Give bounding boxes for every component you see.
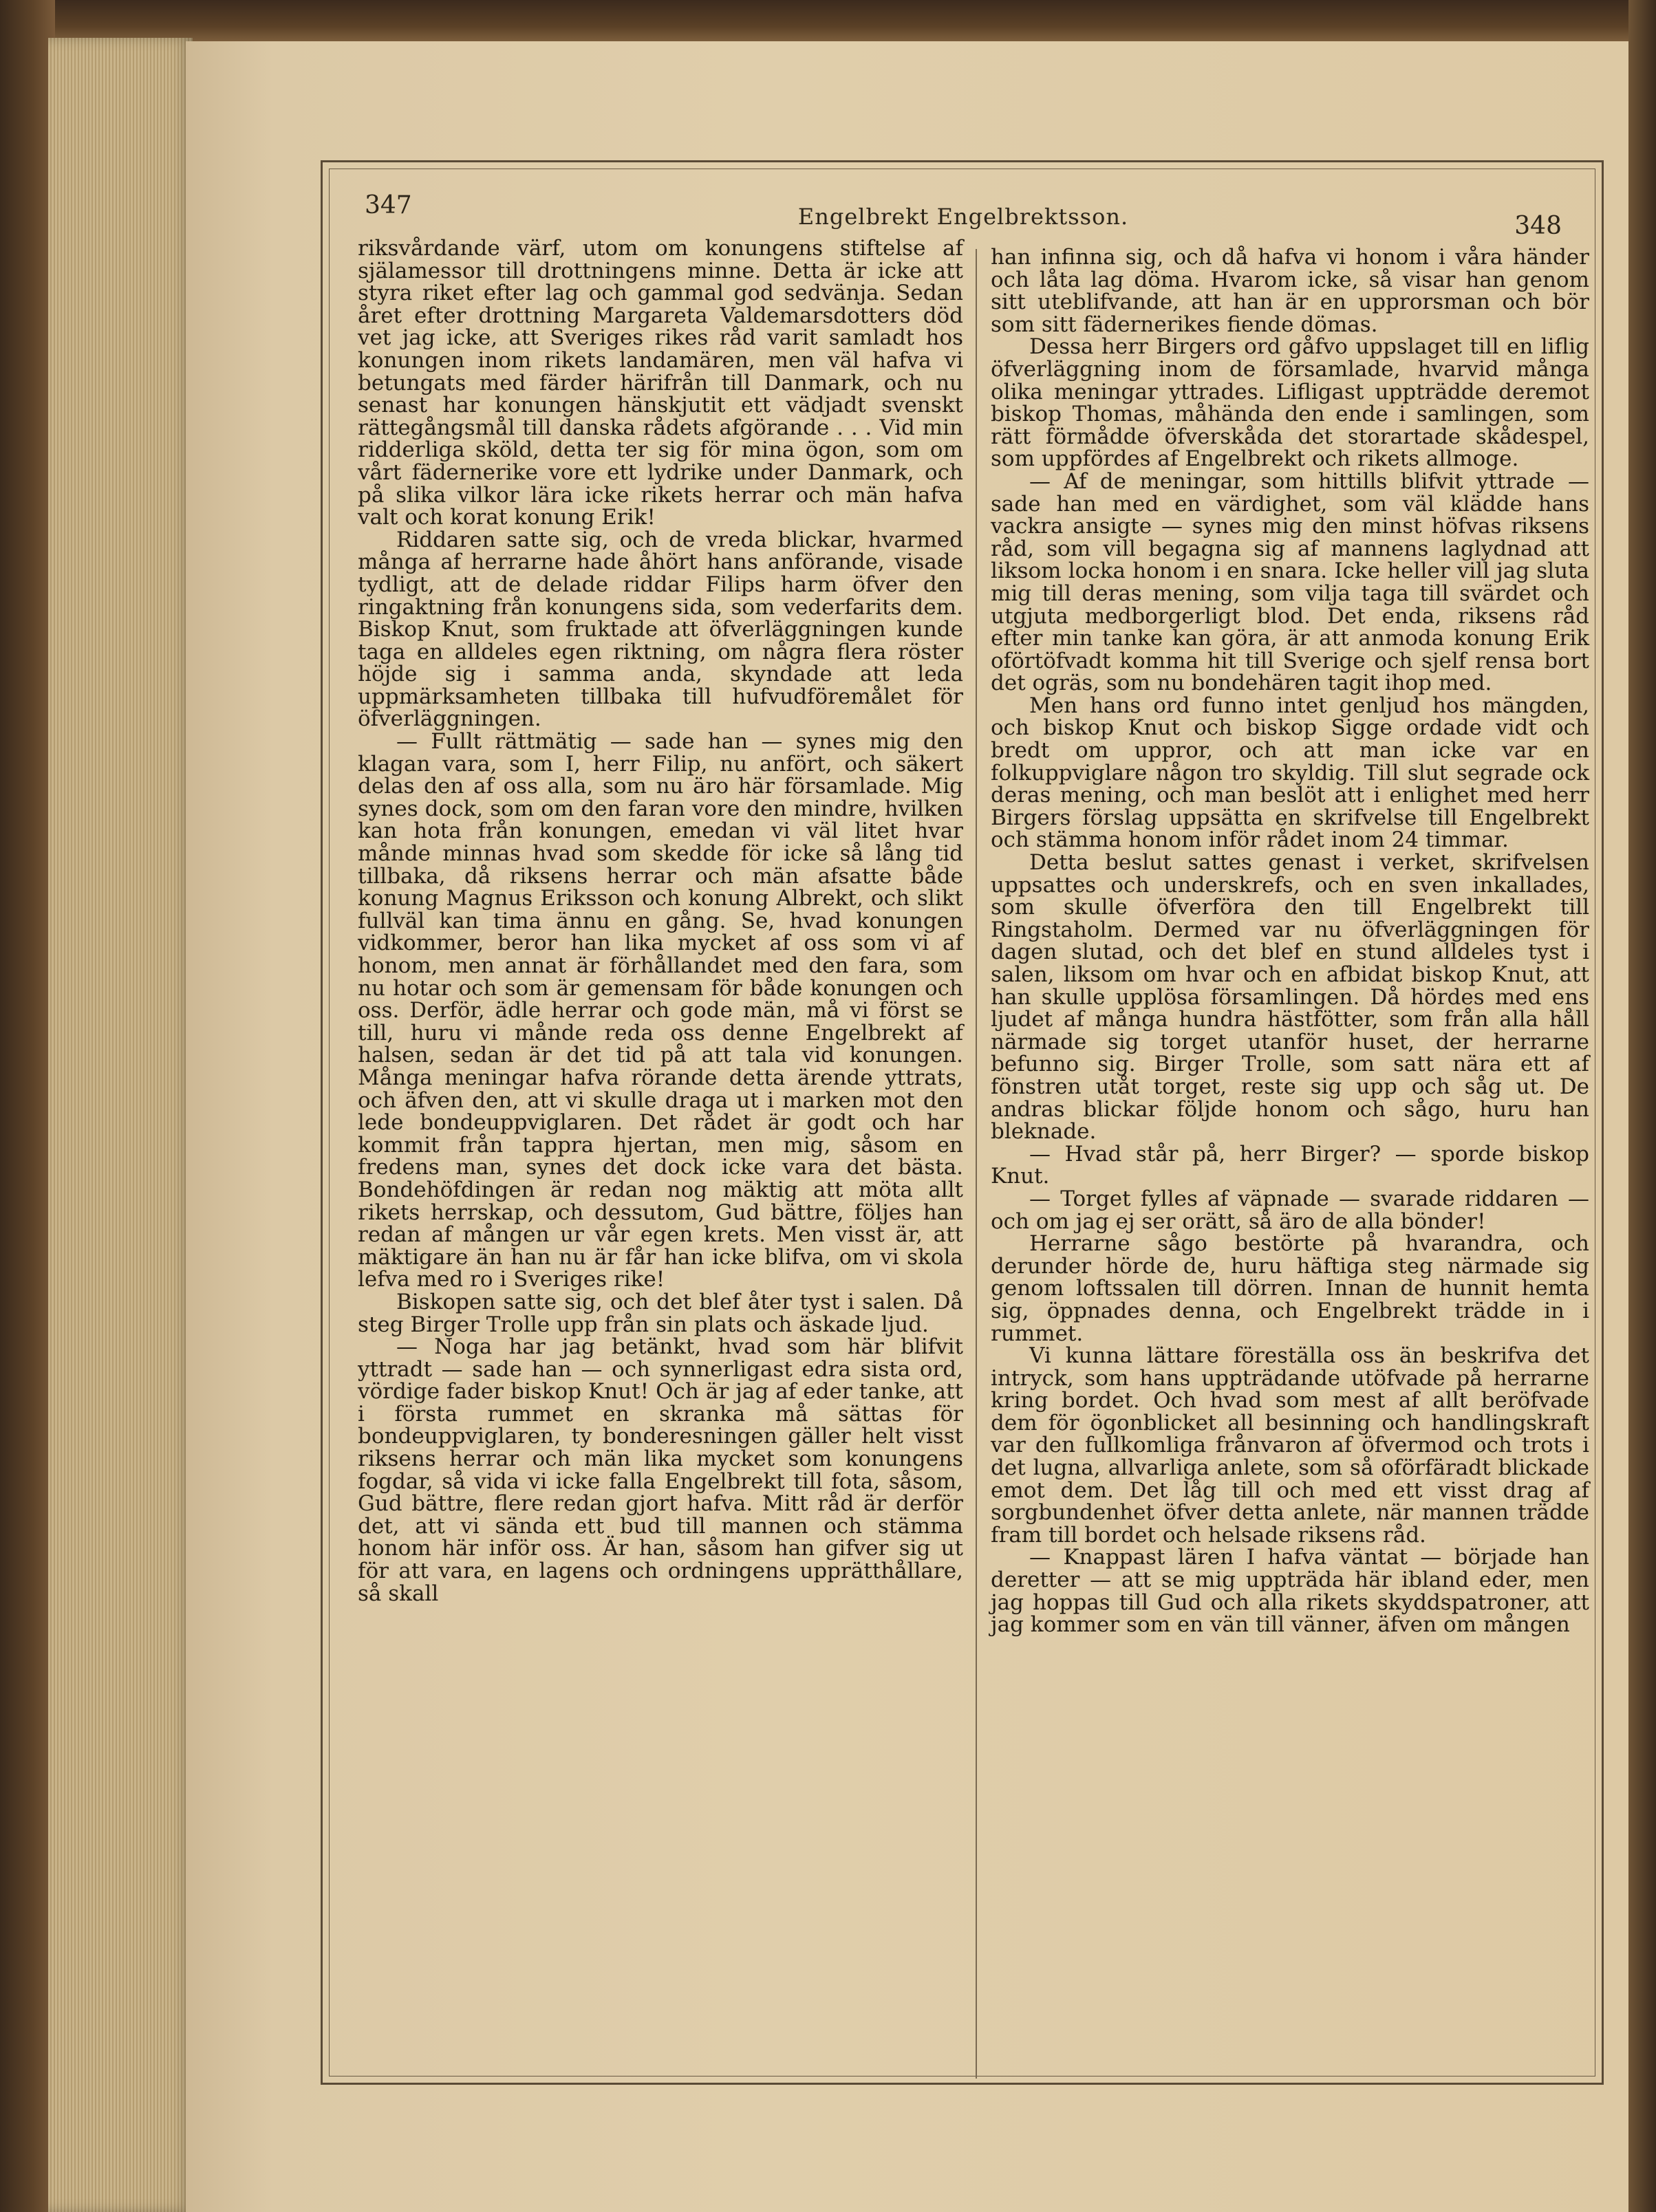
paragraph: Dessa herr Birgers ord gåfvo uppslaget till en liflig öfverläggning inom de församlade, hvarvid många olika meningar yttrades. Lifligast uppträdde deremot biskop Thomas, måhända den ende i samlingen, som rätt förmådde öfverskåda det storartade skådespel, som uppfördes af Engelbrekt och rikets allmoge. [991, 334, 1589, 472]
paragraph: Vi kunna lättare föreställa oss än beskrifva det intryck, som hans uppträdande utöfvade på herrarne kring bordet. Och hvad som mest af allt beröfvade dem för ögonblicket all besinning och handlingskraft var den fullkomliga frånvaron af öfvermod och trots i det lugna, allvarliga anlete, som så oförfäradt blickade emot dem. Det låg till och med ett visst drag af sorgbundenhet öfver detta anlete, när mannen trädde fram till bordet och helsade riksens råd. [991, 1343, 1589, 1548]
paragraph: — Torget fylles af väpnade — svarade riddaren — och om jag ej ser orätt, så äro de alla bönder! [991, 1186, 1589, 1234]
page-number-left: 347 [365, 191, 412, 219]
paragraph: Herrarne sågo bestörte på hvarandra, och derunder hörde de, huru häftiga steg närmade sig genom loftssalen till dörren. Innan de hunnit hemta sig, öppnades denna, och Engelbrekt trädde in i rummet. [991, 1231, 1589, 1346]
paragraph: Men hans ord funno intet genljud hos mängden, och biskop Knut och biskop Sigge ordade vidt och bredt om uppror, och att man icke var en folkuppviglare någon tro skyldig. Till slut segrade ock deras mening, och man beslöt att i enlighet med herr Birgers förslag uppsätta en skrifvelse till Engelbrekt och stämma honom inför rådet inom 24 timmar. [991, 693, 1589, 853]
column-divider [976, 249, 977, 2079]
page-header [344, 191, 1582, 240]
paragraph: Riddaren satte sig, och de vreda blickar, hvarmed många af herrarne hade åhört hans anförande, visade tydligt, att de delade riddar Filips harm öfver den ringaktning från konungens sida, som vederfarits dem. Biskop Knut, som fruktade att öfverläggningen kunde taga en alldeles egen riktning, om några flera röster höjde sig i samma anda, skyndade att leda uppmärksamheten tillbaka till hufvudföremålet för öfverläggningen. [358, 527, 963, 732]
paragraph: Biskopen satte sig, och det blef åter tyst i salen. Då steg Birger Trolle upp från sin plats och äskade ljud. [358, 1289, 963, 1337]
paragraph: han infinna sig, och då hafva vi honom i våra händer och låta lag döma. Hvarom icke, så visar han genom sitt uteblifvande, att han är en upprorsman och bör som sitt fädernerikes fiende dömas. [991, 245, 1589, 337]
left-column [358, 237, 963, 1605]
paragraph: Detta beslut sattes genast i verket, skrifvelsen uppsattes och underskrefs, och en sven inkallades, som skulle öfverföra den till Engelbrekt till Ringstaholm. Dermed var nu öfverläggningen för dagen slutad, och det blef en stund alldeles tyst i salen, liksom om hvar och en afbidat biskop Knut, att han skulle upplösa församlingen. Då hördes med ens ljudet af många hundra hästfötter, som från alla håll närmade sig torget utanför huset, der herrarne befunno sig. Birger Trolle, som satt nära ett af fönstren utåt torget, reste sig upp och såg ut. De andras blickar följde honom och sågo, huru han bleknade. [991, 850, 1589, 1145]
book-spine [0, 0, 55, 2212]
paragraph: — Af de meningar, som hittills blifvit yttrade — sade han med en värdighet, som väl klädde hans vackra ansigte — synes mig den minst höfvas riksens råd, som vill begagna sig af mannens laglydnad att liksom locka honom i en snara. Icke heller vill jag sluta mig till deras mening, som vilja taga till svärdet och utgjuta medborgerligt blod. Det enda, riksens råd efter min tanke kan göra, är att anmoda konung Erik oförtöfvadt komma hit till Sverige och sjelf rensa bort det ogräs, som nu bondehären tagit ihop med. [991, 468, 1589, 696]
page-number-right: 348 [1514, 212, 1562, 240]
right-column [991, 246, 1589, 1636]
book-cover-right [1628, 0, 1656, 2212]
paragraph: — Fullt rättmätig — sade han — synes mig den klagan vara, som I, herr Filip, nu anfört, och säkert delas den af oss alla, som nu äro här församlade. Mig synes dock, som om den faran vore den mindre, hvilken kan hota från konungen, emedan vi väl litet hvar månde minnas hvad som skedde för icke så lång tid tillbaka, då riksens herrar och män afsatte både konung Magnus Eriksson och konung Albrekt, och slikt fullväl kan tima ännu en gång. Se, hvad konungen vidkommer, beror han lika mycket af oss som vi af honom, men annat är förhållandet med den fara, som nu hotar och som är gemensam för både konungen och oss. Derför, ädle herrar och gode män, må vi först se till, huru vi månde reda oss denne Engelbrekt af halsen, sedan är det tid på att tala vid konungen. Många meningar hafva rörande detta ärende yttrats, och äfven den, att vi skulle draga ut i marken mot den lede bondeuppviglaren. Det rådet är godt och har kommit från tappra hjertan, men mig, såsom en fredens man, synes det dock icke vara det bästa. Bondehöfdingen är redan nog mäktig att möta allt rikets herrskap, och dessutom, Gud bättre, följes han redan af mången ur vår egen krets. Men visst är, att mäktigare än han nu är får han icke blifva, om vi skola lefva med ro i Sveriges rike! [358, 729, 963, 1292]
paragraph: — Noga har jag betänkt, hvad som här blifvit yttradt — sade han — och synnerligast edra sista ord, vördige fader biskop Knut! Och är jag af eder tanke, att i första rummet en skranka må sättas för bondeuppviglaren, ty bonderesningen gäller helt visst riksens herrar och män lika mycket som konungens fogdar, så vida vi icke falla Engelbrekt till fota, såsom, Gud bättre, flere redan gjort hafva. Mitt råd är derför det, att vi sända ett bud till mannen och stämma honom här inför oss. Är han, såsom han gifver sig ut för att vara, en lagens och ordningens upprätthållare, så skall [358, 1334, 963, 1606]
paragraph: — Hvad står på, herr Birger? — sporde biskop Knut. [991, 1141, 1589, 1189]
paragraph: riksvårdande värf, utom om konungens stiftelse af själamessor till drottningens minne. Detta är icke att styra riket efter lag och gammal god sedvänja. Sedan året efter drottning Margareta Valdemarsdotters död vet jag icke, att Sveriges rikes råd varit samladt hos konungen inom rikets landamären, men väl hafva vi betungats med färder härifrån till Danmark, och nu senast har konungen hänskjutit ett vädjadt svenskt rättegångsmål till danska rådets afgörande . . . Vid min ridderliga sköld, detta ter sig för mina ögon, som om vårt fädernerike vore ett lydrike under Danmark, och på slika vilkor lära icke rikets herrar och män hafva valt och korat konung Erik! [358, 236, 963, 530]
running-head: Engelbrekt Engelbrektsson. [797, 204, 1129, 230]
page-edges [48, 38, 193, 2212]
paragraph: — Knappast lären I hafva väntat — började han deretter — att se mig uppträda här ibland eder, men jag hoppas till Gud och alla rikets skyddspatroner, att jag kommer som en vän till vänner, äfven om mången [991, 1545, 1589, 1638]
